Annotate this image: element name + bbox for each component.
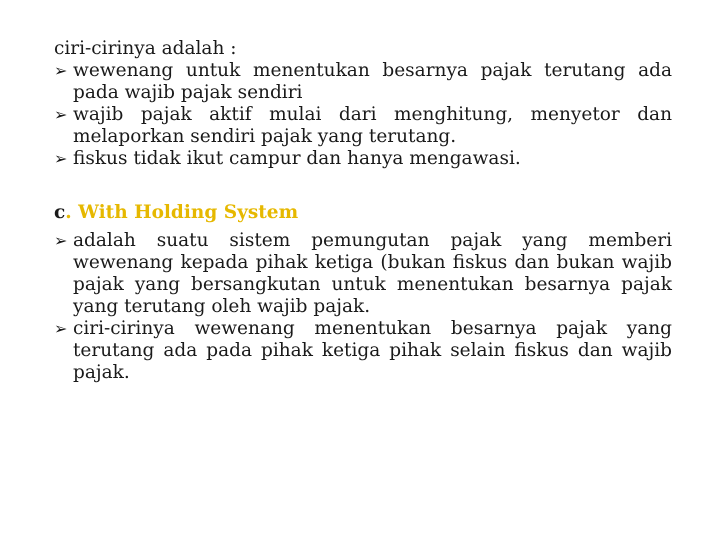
bullet-text: wewenang untuk menentukan besarnya pajak terutang ada pada wajib pajak sendiri xyxy=(73,60,672,103)
bullet-item xyxy=(54,60,672,104)
section-letter: c xyxy=(54,202,66,223)
arrow-bullet-icon: ➢ xyxy=(54,231,68,250)
bullet-text: ciri-cirinya wewenang menentukan besarnya pajak yang terutang ada pada pihak ketiga pihak selain fiskus dan wajib pajak. xyxy=(73,318,672,383)
arrow-bullet-icon: ➢ xyxy=(54,105,68,124)
arrow-bullet-icon: ➢ xyxy=(54,319,68,338)
bullet-text: wajib pajak aktif mulai dari menghitung, menyetor dan melaporkan sendiri pajak yang terutang. xyxy=(73,104,672,147)
spacer xyxy=(54,170,672,202)
bullet-item xyxy=(54,318,672,384)
bullet-item xyxy=(54,230,672,318)
section-dot: . xyxy=(65,202,72,223)
bullet-text: adalah suatu sistem pemungutan pajak yang memberi wewenang kepada pihak ketiga (bukan fiskus dan bukan wajib pajak yang bersangkutan untuk menentukan besarnya pajak yang terutang oleh wajib pajak. xyxy=(73,230,672,317)
section-heading xyxy=(54,202,672,224)
arrow-bullet-icon: ➢ xyxy=(54,149,68,168)
intro-text: ciri-cirinya adalah : xyxy=(54,38,237,59)
arrow-bullet-icon: ➢ xyxy=(54,61,68,80)
section-title: With Holding System xyxy=(78,202,299,223)
bullet-text: fiskus tidak ikut campur dan hanya mengawasi. xyxy=(73,148,521,169)
bullet-item xyxy=(54,104,672,148)
bullet-item xyxy=(54,148,672,170)
slide-content xyxy=(54,38,672,384)
